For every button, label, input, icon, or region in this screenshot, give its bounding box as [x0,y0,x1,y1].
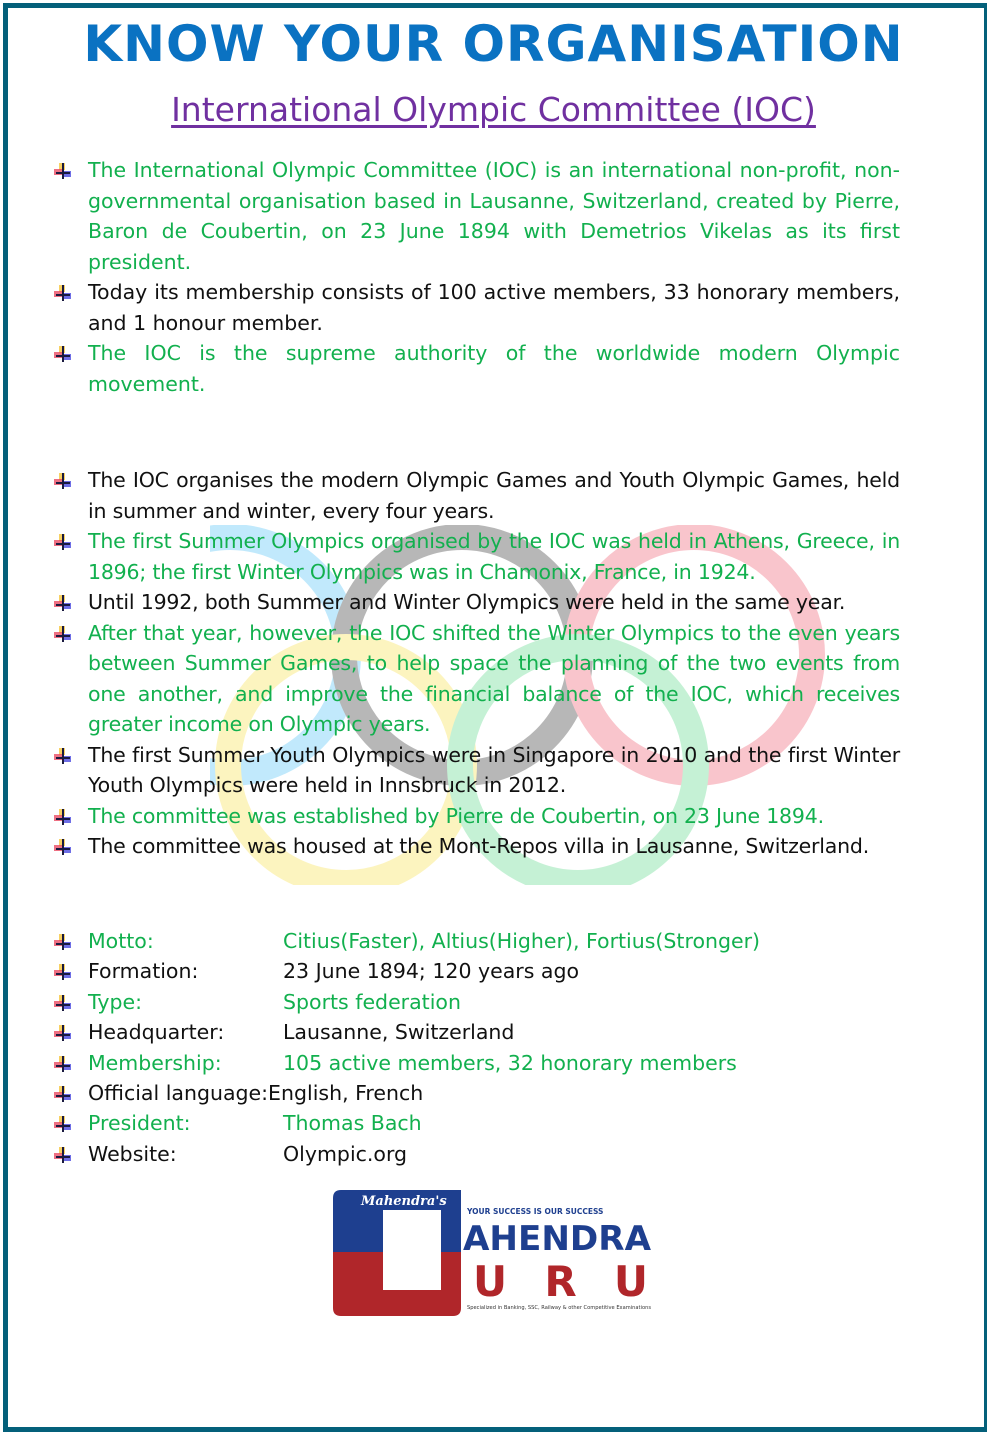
fact-label: Formation: [88,959,199,984]
list-item: The committee was established by Pierre de Coubertin, on 23 June 1894. [52,801,900,832]
fact-language [52,1078,760,1108]
fact-website [52,1139,760,1169]
fact-value: Olympic.org [283,1141,408,1166]
history-bullet-list [52,465,900,862]
bullet-icon [54,995,72,1011]
list-item: Until 1992, both Summer and Winter Olympics were held in the same year. [52,587,900,618]
fact-type [52,987,760,1017]
page-subtitle [0,88,987,132]
svg-text:URU: URU [473,1257,648,1306]
bullet-icon [54,473,72,489]
bullet-icon [54,964,72,980]
intro-bullet-list [52,155,900,399]
bullet-icon [54,1056,72,1072]
fact-headquarter [52,1017,760,1047]
bullet-icon [54,1116,72,1132]
bullet-icon [54,1025,72,1041]
list-item: The IOC is the supreme authority of the worldwide modern Olympic movement. [52,338,900,399]
svg-text:AHENDRA: AHENDRA [463,1219,652,1259]
list-item: The IOC organises the modern Olympic Games and Youth Olympic Games, held in summer and winter, every four years. [52,465,900,526]
list-item: The International Olympic Committee (IOC) is an international non-profit, non-governmental organisation based in Lausanne, Switzerland, created by Pierre, Baron de Coubertin, on 23 June 1894 with Demetrios Vikelas as its first president. [52,155,900,277]
fact-label: Official language: [88,1081,269,1106]
fact-value: Lausanne, Switzerland [283,1020,515,1045]
fact-label: Type: [88,989,142,1014]
bullet-icon [54,748,72,764]
subtitle-text: International Olympic Committee (IOC) [171,90,816,129]
fact-president [52,1108,760,1138]
svg-text:YOUR SUCCESS IS OUR SUCCESS: YOUR SUCCESS IS OUR SUCCESS [467,1207,604,1216]
list-item: The first Summer Youth Olympics were in Singapore in 2010 and the first Winter Youth Olympics were held in Innsbruck in 2012. [52,740,900,801]
fact-label: Membership: [88,1050,222,1075]
bullet-icon [54,163,72,179]
bullet-icon [54,534,72,550]
bullet-icon [54,809,72,825]
bullet-icon [54,934,72,950]
fact-label: Website: [88,1141,177,1166]
bullet-icon [54,1147,72,1163]
fact-motto [52,926,760,956]
svg-text:Specialized in Banking, SSC, R: Specialized in Banking, SSC, Railway & other Competitive Examinations [467,1305,652,1311]
fact-value: 23 June 1894; 120 years ago [283,959,580,984]
bullet-icon [54,595,72,611]
fact-label: Motto: [88,929,154,953]
fact-label: President: [88,1111,191,1136]
fact-formation [52,956,760,986]
fact-value: Thomas Bach [283,1111,422,1136]
fact-membership [52,1048,760,1078]
list-item: The first Summer Olympics organised by the IOC was held in Athens, Greece, in 1896; the first Winter Olympics was in Chamonix, France, in 1924. [52,526,900,587]
bullet-icon [54,626,72,642]
bullet-icon [54,346,72,362]
svg-text:Mahendra's: Mahendra's [361,1194,447,1209]
list-item: Today its membership consists of 100 active members, 33 honorary members, and 1 honour member. [52,277,900,338]
fact-value: English, French [268,1081,424,1106]
bullet-icon [54,1086,72,1102]
fact-value: Citius(Faster), Altius(Higher), Fortius(Stronger) [283,929,761,953]
bullet-icon [54,839,72,855]
fact-value: 105 active members, 32 honorary members [283,1050,737,1075]
bullet-icon [54,285,72,301]
page-title: KNOW YOUR ORGANISATION [83,15,904,73]
fact-label: Headquarter: [88,1020,225,1045]
fact-value: Sports federation [283,989,461,1014]
list-item: The committee was housed at the Mont-Repos villa in Lausanne, Switzerland. [52,831,900,862]
mahendra-guru-logo [333,1190,653,1316]
list-item: After that year, however, the IOC shifted the Winter Olympics to the even years between Summer Games, to help space the planning of the two events from one another, and improve the financial balance of the IOC, which receives greater income on Olympic years. [52,618,900,740]
facts-list [52,926,760,1169]
